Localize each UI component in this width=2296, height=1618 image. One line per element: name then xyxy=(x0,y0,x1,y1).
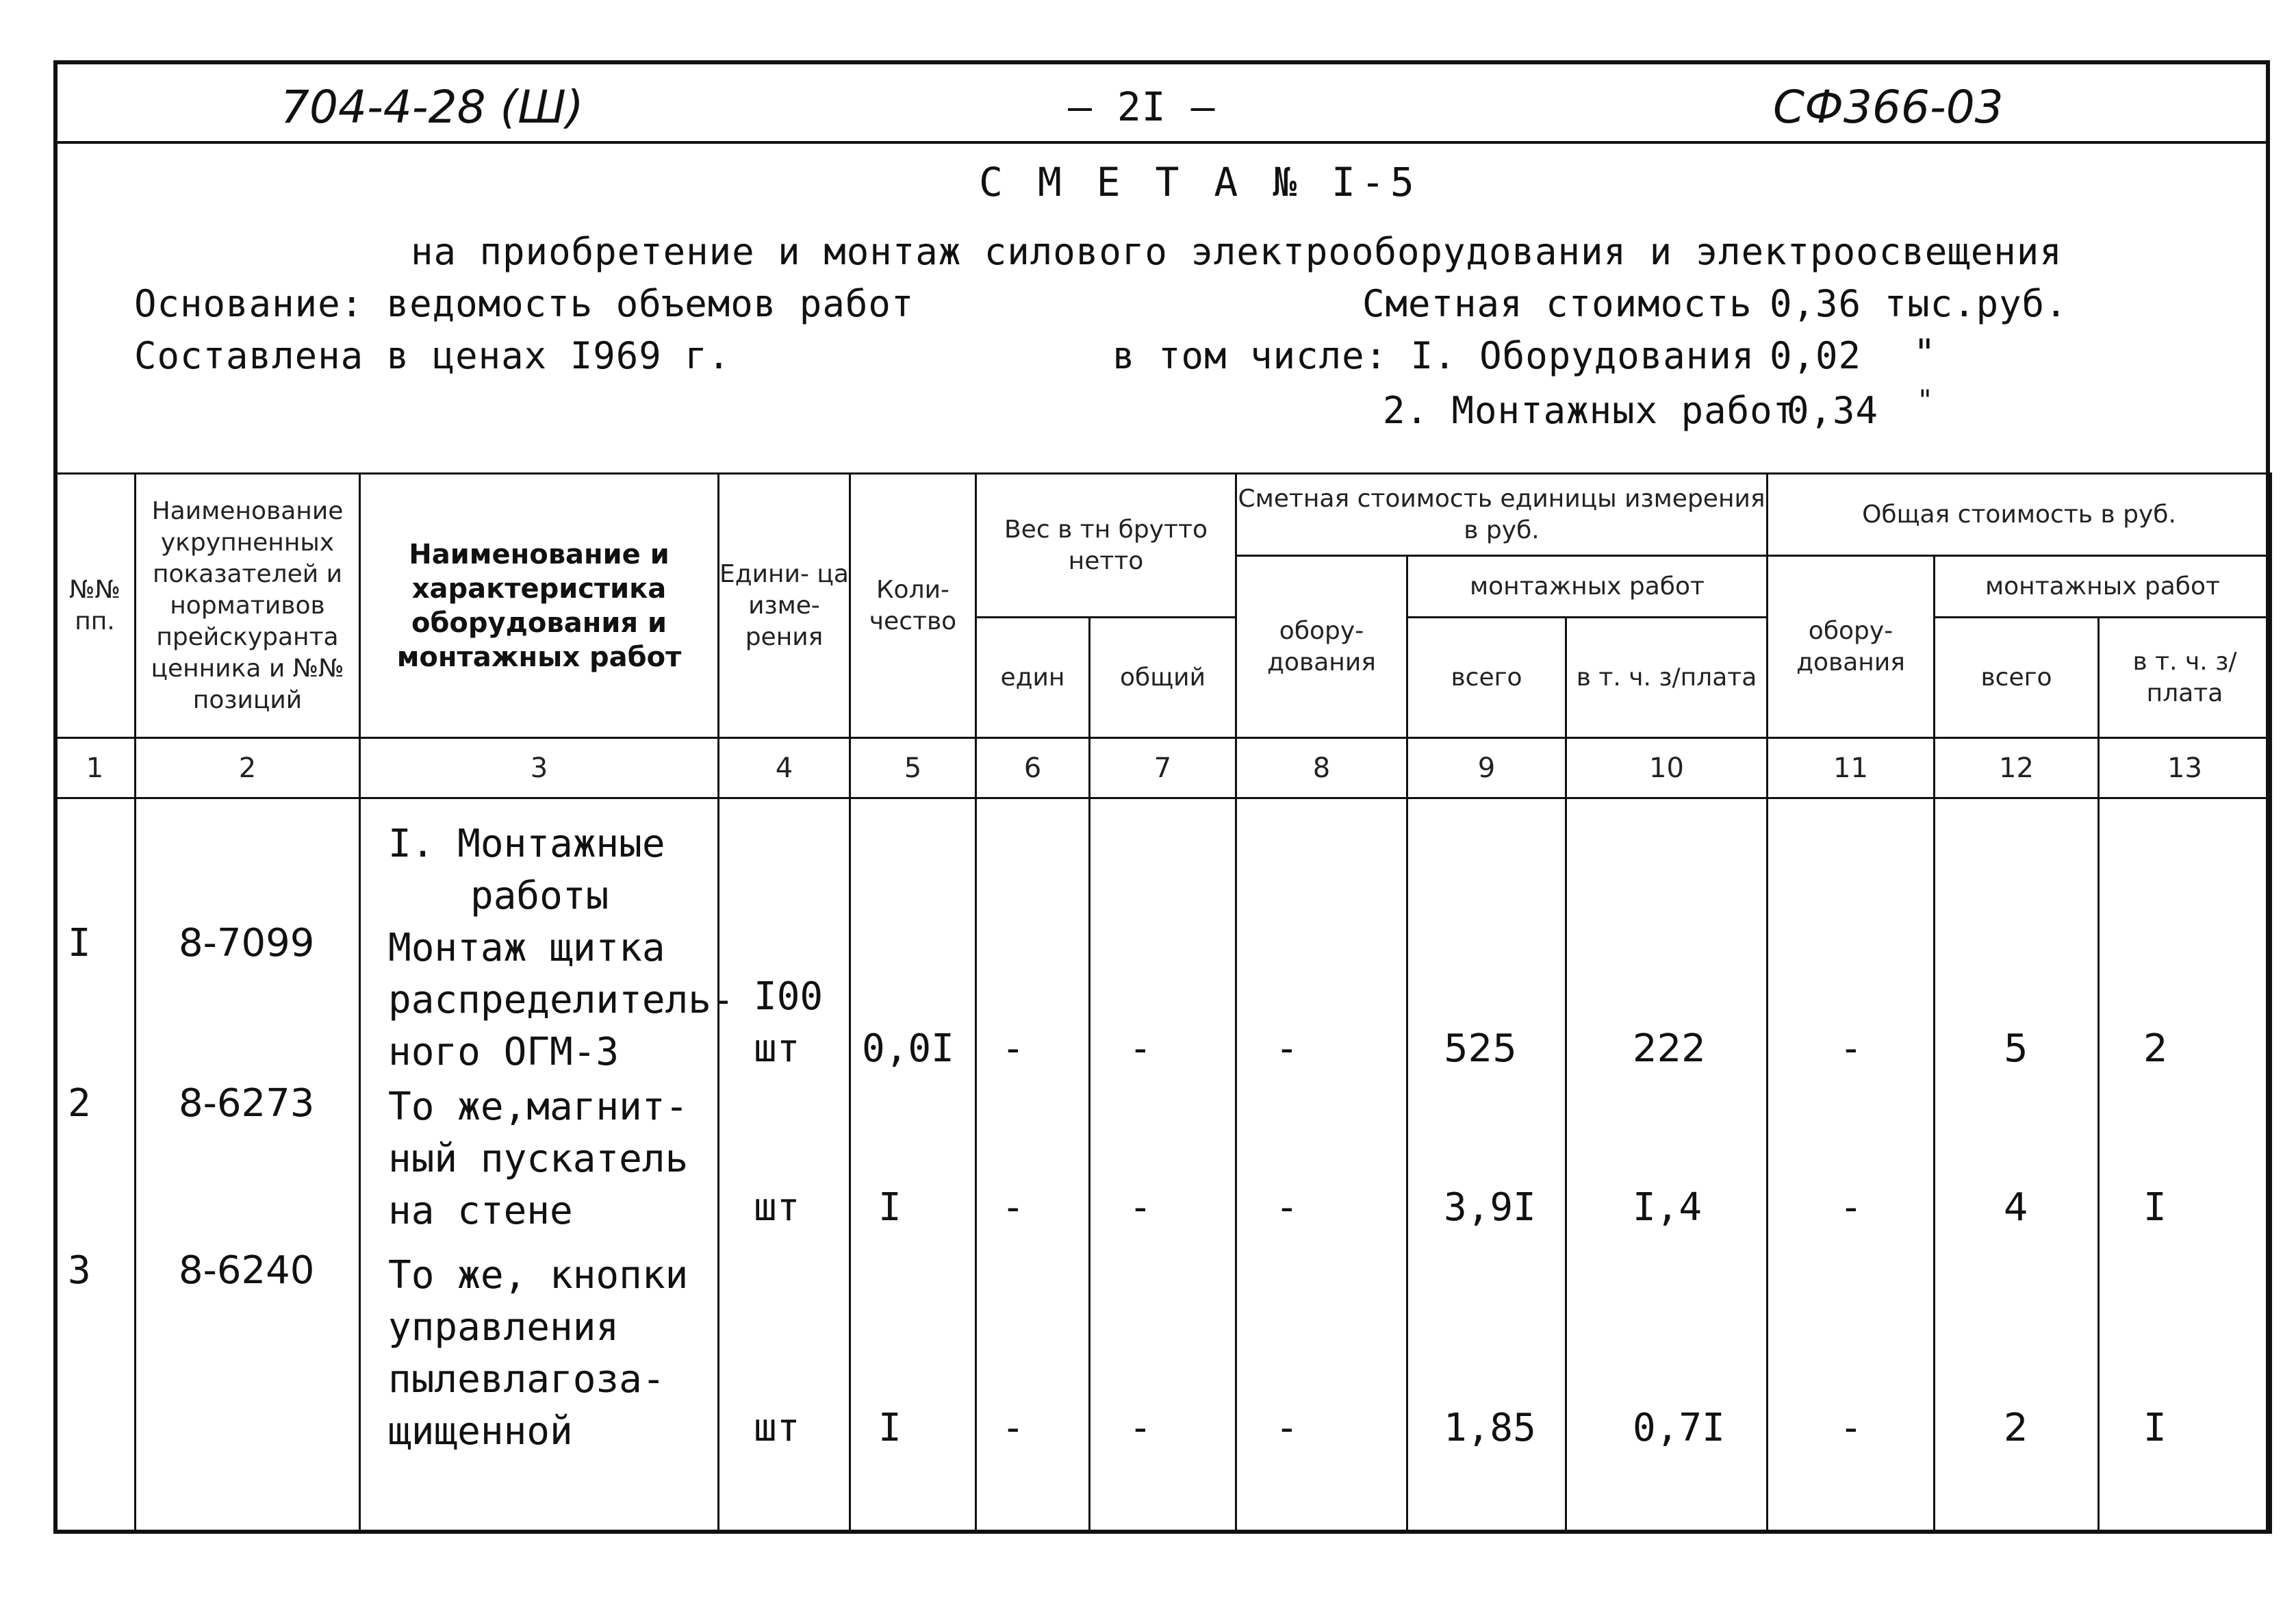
row-weight-total: - xyxy=(1129,1026,1152,1071)
row-code: 8-6240 xyxy=(179,1248,315,1293)
estimate-incl-equipment-value: 0,02 xyxy=(1770,334,1862,377)
row-install-wage: I,4 xyxy=(1633,1185,1702,1230)
row-unit-multiplier: I00 xyxy=(754,974,824,1019)
header-total-cost: Общая стоимость в руб. xyxy=(1768,474,2271,556)
column-number: 9 xyxy=(1407,738,1566,798)
estimate-cost-value: 0,36 тыс.руб. xyxy=(1770,282,2068,325)
estimate-incl-install-label: 2. Монтажных работ xyxy=(1383,389,1796,432)
row-sum-wage: 2 xyxy=(2143,1026,2168,1071)
header-unit-cost: Сметная стоимость единицы измерения в руб. xyxy=(1236,474,1768,556)
row-install-wage: 222 xyxy=(1633,1026,1706,1071)
estimate-basis: Основание: ведомость объемов работ xyxy=(134,282,915,325)
body-col-weight-unit xyxy=(976,798,1090,1533)
row-quantity: I xyxy=(878,1406,902,1450)
body-col-number xyxy=(55,798,136,1533)
header-col-4: Едини- ца изме- рения xyxy=(719,474,850,738)
row-description: пылевлагоза- xyxy=(388,1357,665,1402)
row-install-total: 3,9I xyxy=(1444,1185,1536,1230)
body-col-install-wage xyxy=(1566,798,1768,1533)
row-sum-total: 5 xyxy=(2004,1026,2028,1071)
row-install-wage: 0,7I xyxy=(1633,1406,1725,1450)
body-col-quantity xyxy=(850,798,976,1533)
row-weight-total: - xyxy=(1129,1406,1152,1450)
row-sum-total: 2 xyxy=(2004,1406,2028,1450)
estimate-prices: Составлена в ценах I969 г. xyxy=(134,334,731,377)
row-description: То же,магнит- xyxy=(388,1085,689,1129)
row-description: распределитель- xyxy=(388,978,735,1022)
body-col-equipment-sum xyxy=(1768,798,1935,1533)
row-unit: шт xyxy=(754,1026,800,1071)
row-sum-wage: I xyxy=(2143,1406,2167,1450)
row-unit: шт xyxy=(754,1185,800,1230)
document-code-right: СФ366-03 xyxy=(1773,81,2004,134)
header-divider xyxy=(53,141,2270,144)
estimate-table xyxy=(53,472,2272,1534)
header-total-install: монтажных работ xyxy=(1935,556,2271,618)
column-number: 10 xyxy=(1566,738,1768,798)
row-description: То же, кнопки xyxy=(388,1253,689,1298)
header-col-2: Наименование укрупненных показателей и нормативов прейскуранта ценника и №№ позиций xyxy=(136,474,360,738)
header-col-12: всего xyxy=(1935,618,2099,738)
ditto-mark: " xyxy=(1913,331,1937,375)
row-number: 2 xyxy=(68,1081,91,1126)
row-equipment-sum: - xyxy=(1839,1185,1863,1230)
section-title: работы xyxy=(470,874,609,918)
row-description: ного ОГМ-3 xyxy=(388,1030,620,1074)
body-col-unit xyxy=(719,798,850,1533)
column-number: 8 xyxy=(1236,738,1407,798)
body-col-equipment-unit xyxy=(1236,798,1407,1533)
body-col-sum-total xyxy=(1935,798,2099,1533)
estimate-title: С М Е Т А № I-5 xyxy=(979,159,1420,205)
row-sum-wage: I xyxy=(2143,1185,2167,1230)
row-number: I xyxy=(68,921,91,965)
page-number: — 2I — xyxy=(1068,84,1216,130)
row-equipment-unit: - xyxy=(1275,1406,1299,1450)
header-col-10: в т. ч. з/плата xyxy=(1566,618,1768,738)
row-description: ный пускатель xyxy=(388,1137,689,1181)
row-weight-unit: - xyxy=(1002,1026,1025,1071)
row-code: 8-7099 xyxy=(179,921,315,965)
estimate-cost-label: Сметная стоимость xyxy=(1362,282,1752,325)
section-title: I. Монтажные xyxy=(388,822,665,866)
row-code: 8-6273 xyxy=(179,1081,315,1126)
row-sum-total: 4 xyxy=(2004,1185,2028,1230)
body-col-description xyxy=(360,798,735,1533)
header-col-9: всего xyxy=(1407,618,1566,738)
header-col-5: Коли- чество xyxy=(850,474,976,738)
estimate-subtitle: на приобретение и монтаж силового электрооборудования и электроосвещения xyxy=(411,230,2063,273)
header-col-8: обору- дования xyxy=(1236,556,1407,738)
row-weight-unit: - xyxy=(1002,1406,1025,1450)
column-number: 4 xyxy=(719,738,850,798)
row-description: Монтаж щитка xyxy=(388,926,665,970)
row-equipment-unit: - xyxy=(1275,1185,1299,1230)
row-number: 3 xyxy=(68,1248,91,1293)
row-equipment-unit: - xyxy=(1275,1026,1299,1071)
row-quantity: I xyxy=(878,1185,902,1230)
ditto-mark: " xyxy=(1917,385,1935,416)
header-col-13: в т. ч. з/плата xyxy=(2099,618,2271,738)
row-weight-unit: - xyxy=(1002,1185,1025,1230)
row-quantity: 0,0I xyxy=(862,1026,954,1071)
column-number: 12 xyxy=(1935,738,2099,798)
column-number: 1 xyxy=(55,738,136,798)
row-unit: шт xyxy=(754,1406,800,1450)
estimate-incl-equipment-label: в том числе: I. Оборудования xyxy=(1112,334,1755,377)
row-install-total: 1,85 xyxy=(1444,1406,1536,1450)
header-col-7: общий xyxy=(1090,618,1236,738)
estimate-incl-install-value: 0,34 xyxy=(1787,389,1879,432)
row-description: щищенной xyxy=(388,1409,573,1454)
row-weight-total: - xyxy=(1129,1185,1152,1230)
document-code-left: 704-4-28 (Ш) xyxy=(281,81,584,134)
column-number: 5 xyxy=(850,738,976,798)
header-col-11: обору- дования xyxy=(1768,556,1935,738)
body-col-weight-total xyxy=(1090,798,1236,1533)
column-number: 7 xyxy=(1090,738,1236,798)
row-equipment-sum: - xyxy=(1839,1026,1863,1071)
body-col-sum-wage xyxy=(2099,798,2271,1533)
column-number: 2 xyxy=(136,738,360,798)
header-unit-install: монтажных работ xyxy=(1407,556,1768,618)
header-col-1: №№ пп. xyxy=(55,474,136,738)
row-description: управления xyxy=(388,1305,620,1350)
header-weight: Вес в тн брутто нетто xyxy=(976,474,1236,618)
row-equipment-sum: - xyxy=(1839,1406,1863,1450)
column-number: 13 xyxy=(2099,738,2271,798)
body-col-code xyxy=(136,798,360,1533)
column-number: 6 xyxy=(976,738,1090,798)
column-number: 11 xyxy=(1768,738,1935,798)
row-description: на стене xyxy=(388,1189,573,1233)
header-col-6: един xyxy=(976,618,1090,738)
body-col-install-total xyxy=(1407,798,1566,1533)
row-install-total: 525 xyxy=(1444,1026,1517,1071)
column-number: 3 xyxy=(360,738,719,798)
header-col-3: Наименование и характеристика оборудования и монтажных работ xyxy=(360,474,719,738)
